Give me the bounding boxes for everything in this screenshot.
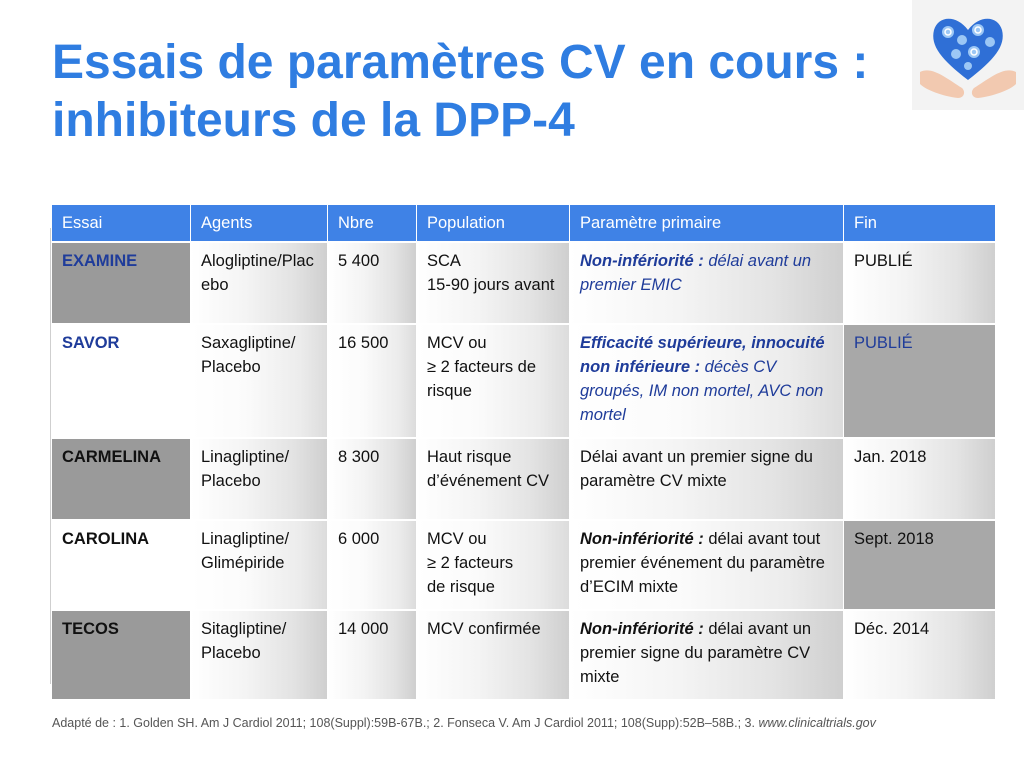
trial-fin: Sept. 2018 xyxy=(844,519,996,609)
trial-name: CAROLINA xyxy=(52,519,191,609)
trial-primary-endpoint xyxy=(570,519,844,609)
trial-primary-endpoint xyxy=(570,609,844,699)
trial-primary-endpoint xyxy=(570,241,844,323)
trial-primary-endpoint xyxy=(570,323,844,437)
trial-agents: Linagliptine/ Placebo xyxy=(191,437,328,519)
table-header-row xyxy=(52,205,996,241)
table-row xyxy=(52,609,996,699)
header-parametre-primaire: Paramètre primaire xyxy=(570,205,844,241)
header-agents: Agents xyxy=(191,205,328,241)
trial-fin: Déc. 2014 xyxy=(844,609,996,699)
endpoint-text: délai avant tout premier événement du paramètre d’ECIM mixte xyxy=(580,530,825,596)
trial-agents: Sitagliptine/ Placebo xyxy=(191,609,328,699)
trial-population: MCV ou ≥ 2 facteurs de risque xyxy=(417,323,570,437)
trial-population: Haut risque d’événement CV xyxy=(417,437,570,519)
endpoint-text: délai avant un premier signe du paramètre CV mixte xyxy=(580,620,812,686)
header-population: Population xyxy=(417,205,570,241)
trial-agents: Alogliptine/Placebo xyxy=(191,241,328,323)
header-nbre: Nbre xyxy=(328,205,417,241)
trial-nbre: 14 000 xyxy=(328,609,417,699)
trial-population: MCV ou ≥ 2 facteurs de risque xyxy=(417,519,570,609)
trial-nbre: 5 400 xyxy=(328,241,417,323)
trial-name: SAVOR xyxy=(52,323,191,437)
trial-name: EXAMINE xyxy=(52,241,191,323)
table-row xyxy=(52,437,996,519)
trial-nbre: 8 300 xyxy=(328,437,417,519)
trial-population: SCA 15-90 jours avant xyxy=(417,241,570,323)
footnote-link[interactable]: www.clinicaltrials.gov xyxy=(758,716,876,730)
endpoint-bold: Non-infériorité : xyxy=(580,530,704,548)
endpoint-text: délai avant un premier EMIC xyxy=(580,252,812,294)
trial-fin: PUBLIÉ xyxy=(844,323,996,437)
table-left-edge xyxy=(50,228,51,684)
endpoint-text: décès CV groupés, IM non mortel, AVC non mortel xyxy=(580,358,824,424)
slide-title: Essais de paramètres CV en cours : inhibiteurs de la DPP-4 xyxy=(52,36,869,147)
heart-in-hands-icon xyxy=(912,0,1024,110)
header-essai: Essai xyxy=(52,205,191,241)
trial-nbre: 6 000 xyxy=(328,519,417,609)
table-row xyxy=(52,323,996,437)
trial-nbre: 16 500 xyxy=(328,323,417,437)
trial-fin: Jan. 2018 xyxy=(844,437,996,519)
endpoint-bold: Efficacité supérieure, innocuité non inférieure : xyxy=(580,334,825,376)
trial-name: CARMELINA xyxy=(52,437,191,519)
trial-population: MCV confirmée xyxy=(417,609,570,699)
header-fin: Fin xyxy=(844,205,996,241)
table-row xyxy=(52,519,996,609)
trial-name: TECOS xyxy=(52,609,191,699)
trial-agents: Saxagliptine/ Placebo xyxy=(191,323,328,437)
trial-agents: Linagliptine/ Glimépiride xyxy=(191,519,328,609)
footnote xyxy=(52,714,932,733)
trial-primary-endpoint: Délai avant un premier signe du paramètre CV mixte xyxy=(570,437,844,519)
endpoint-bold: Non-infériorité : xyxy=(580,620,704,638)
trial-fin: PUBLIÉ xyxy=(844,241,996,323)
trials-table xyxy=(52,205,996,699)
endpoint-bold: Non-infériorité : xyxy=(580,252,704,270)
footnote-text: Adapté de : 1. Golden SH. Am J Cardiol 2011; 108(Suppl):59B-67B.; 2. Fonseca V. Am J Cardiol 2011; 108(Supp):52B–58B.; 3. xyxy=(52,716,759,730)
table-row xyxy=(52,241,996,323)
